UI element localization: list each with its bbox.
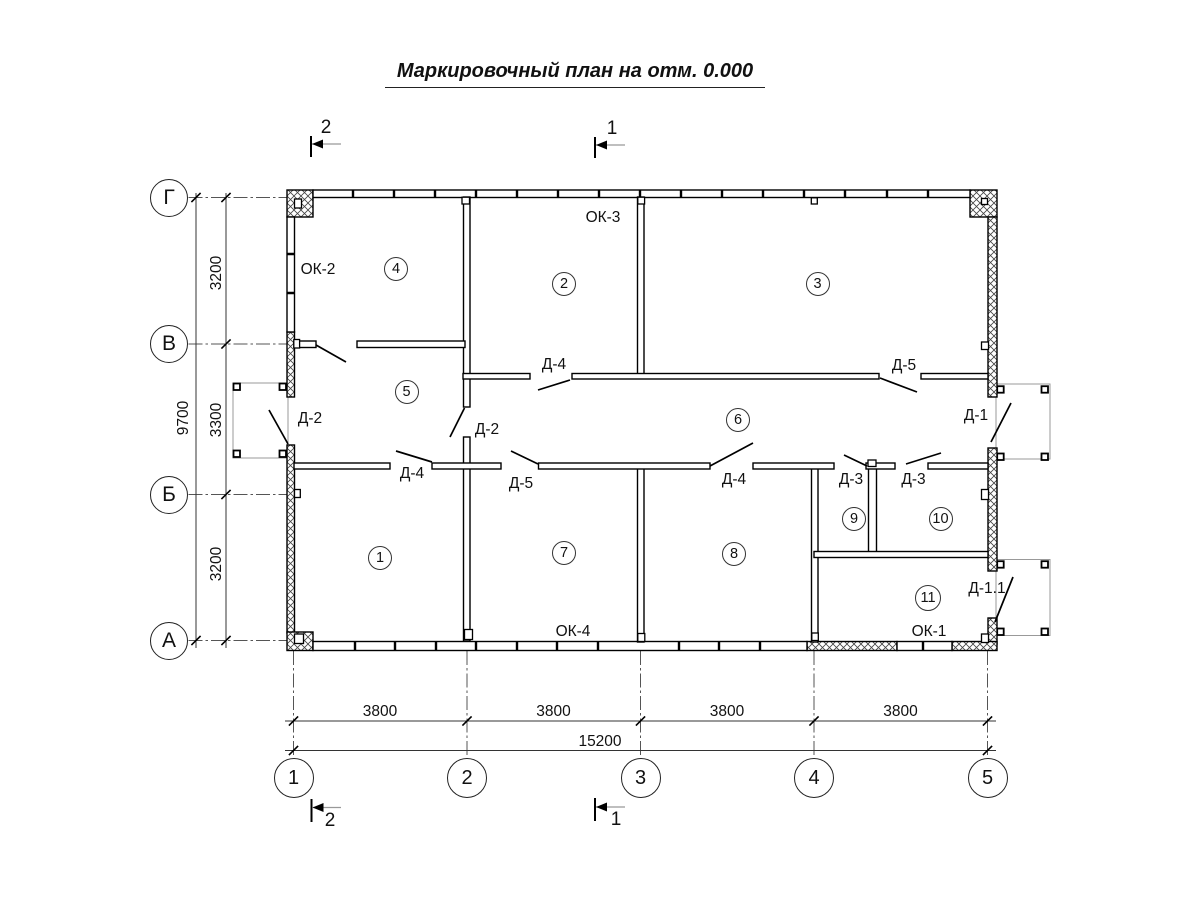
room-7-number: 7	[559, 544, 569, 561]
room-8-bubble	[722, 542, 746, 566]
axis-col-4-label: 4	[808, 766, 820, 789]
axis-col-5	[968, 758, 1008, 798]
room-5-bubble	[395, 380, 419, 404]
room-5-number: 5	[402, 383, 411, 400]
section-2-top-number: 2	[320, 117, 332, 138]
axis-row-v-label: В	[161, 332, 176, 355]
door-mark-d4-top: Д-4	[541, 356, 567, 373]
axis-col-3	[621, 758, 661, 798]
axis-grid-lines	[189, 198, 988, 758]
room-2-bubble	[552, 272, 576, 296]
axis-col-1-label: 1	[287, 766, 300, 789]
room-9-number: 9	[849, 511, 859, 527]
room-1-bubble	[368, 546, 392, 570]
axis-row-b	[150, 476, 188, 514]
plan-title: Маркировочный план на отм. 0.000	[385, 60, 765, 88]
dim-bottom-3800-1: 3800	[362, 702, 398, 720]
door-mark-d2-hall: Д-2	[474, 421, 500, 438]
door-mark-d4-room1: Д-4	[399, 465, 425, 482]
axis-col-3-label: 3	[634, 766, 647, 789]
axis-col-5-label: 5	[981, 766, 994, 789]
dim-bottom-3800-2: 3800	[536, 702, 571, 720]
room-4-number: 4	[391, 261, 401, 277]
window-ticks	[287, 190, 929, 651]
room-4-bubble	[384, 257, 408, 281]
window-mark-ok3: ОК-3	[585, 209, 621, 226]
room-9-bubble	[842, 507, 866, 531]
dim-bottom-total-15200: 15200	[578, 732, 622, 750]
room-1-number: 1	[375, 550, 385, 566]
room-11-bubble	[915, 585, 941, 611]
window-mark-ok2: ОК-2	[300, 261, 336, 278]
door-mark-d5-top: Д-5	[891, 357, 917, 374]
room-10-number: 10	[932, 511, 949, 527]
room-3-number: 3	[813, 276, 822, 292]
dim-left-total-9700: 9700	[175, 400, 192, 435]
section-2-bottom-number: 2	[324, 810, 336, 831]
window-mark-ok4: ОК-4	[555, 622, 591, 640]
dim-left-3200-bottom: 3200	[208, 546, 225, 582]
room-2-number: 2	[559, 276, 569, 292]
door-mark-d3-room10: Д-3	[901, 470, 926, 488]
room-6-bubble	[726, 408, 750, 432]
door-mark-d4-room8: Д-4	[721, 470, 747, 488]
section-1-bottom-number: 1	[610, 809, 622, 830]
door-mark-d3-room9: Д-3	[838, 470, 864, 488]
axis-row-b-label: Б	[162, 482, 176, 506]
dim-left-3200-top: 3200	[208, 255, 225, 290]
axis-col-4	[794, 758, 834, 798]
room-6-number: 6	[733, 411, 743, 428]
dim-left-3300: 3300	[208, 402, 225, 438]
axis-col-1	[274, 758, 314, 798]
section-1-top-number: 1	[606, 118, 618, 139]
axis-row-a	[150, 622, 188, 660]
axis-row-v	[150, 325, 188, 363]
door-mark-d2-entry: Д-2	[297, 409, 323, 427]
room-8-number: 8	[729, 546, 739, 562]
room-3-bubble	[806, 272, 830, 296]
room-7-bubble	[552, 541, 576, 565]
axis-row-g-label: Г	[163, 185, 175, 209]
room-11-number: 11	[920, 590, 936, 606]
axis-row-g	[150, 179, 188, 217]
axis-row-a-label: А	[161, 628, 176, 652]
door-mark-d11-rear: Д-1.1	[968, 579, 1006, 597]
dim-bottom-3800-3: 3800	[709, 702, 745, 720]
dim-bottom-3800-4: 3800	[883, 702, 918, 720]
door-mark-d1-main: Д-1	[963, 406, 989, 424]
axis-col-2	[447, 758, 487, 798]
room-10-bubble	[929, 507, 953, 531]
door-mark-d5-room7: Д-5	[508, 474, 534, 492]
axis-col-2-label: 2	[461, 766, 473, 789]
window-mark-ok1: ОК-1	[911, 623, 947, 640]
